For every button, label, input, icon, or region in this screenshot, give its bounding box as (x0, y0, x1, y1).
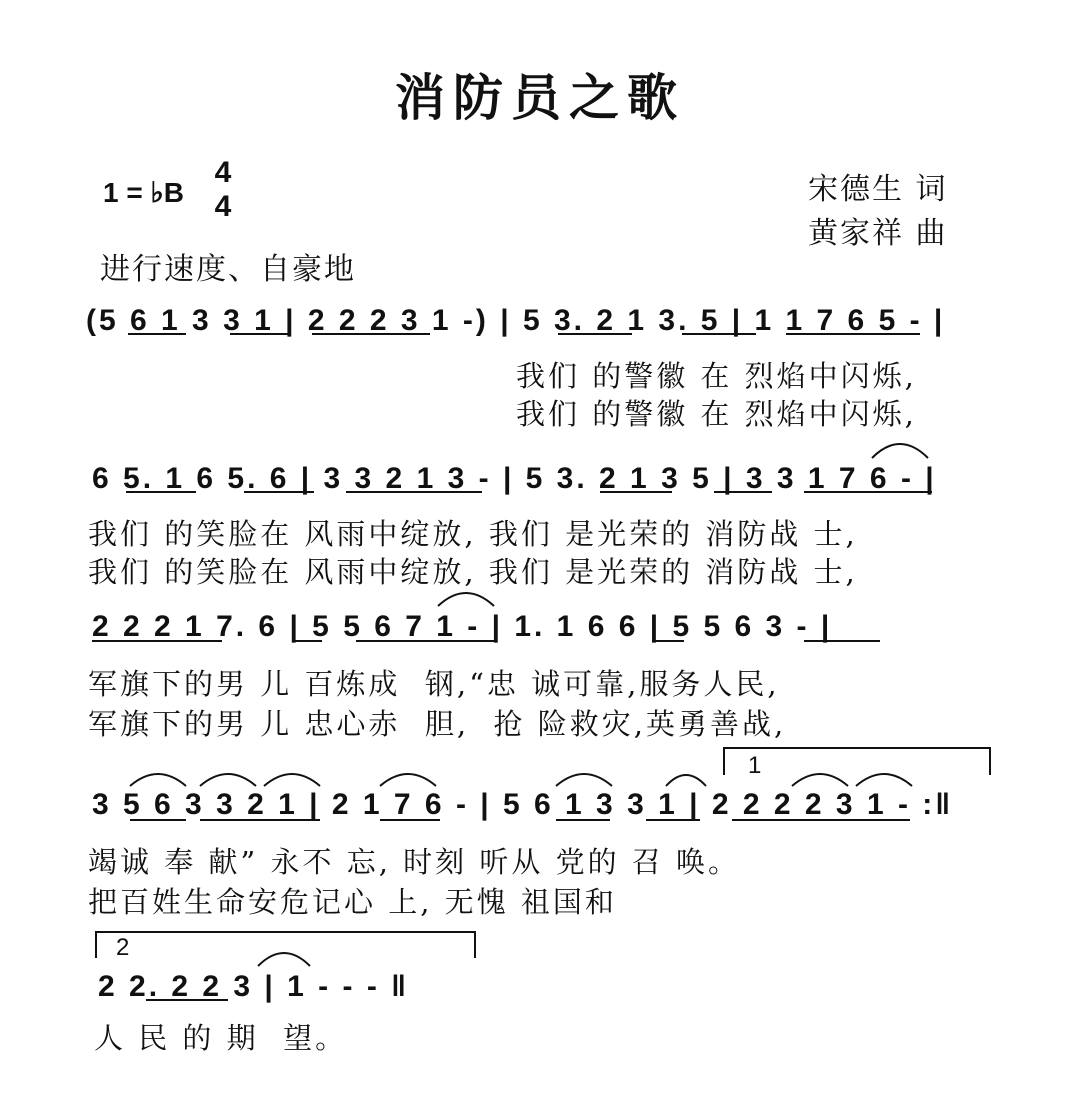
key-signature: 1 = ♭B (103, 177, 184, 208)
time-signature-bottom: 4 (214, 190, 232, 223)
slur (380, 774, 436, 786)
first-ending-label: 1 (748, 752, 762, 779)
lyric-line-1-verse-1: 我们 的警徽 在 烈焰中闪烁, (516, 359, 917, 393)
lyric-line-3-verse-1: 军旗下的男 儿 百炼成 钢,“忠 诚可靠,服务人民, (88, 667, 780, 701)
lyric-line-4-verse-2: 把百姓生命安危记心 上, 无愧 祖国和 (88, 885, 617, 919)
slur (200, 774, 256, 786)
slur (666, 775, 706, 786)
slur (258, 953, 310, 966)
slur (130, 774, 186, 786)
composer-credit: 黄家祥 曲 (808, 216, 948, 251)
lyric-line-4-verse-1: 竭诚 奉 献” 永不 忘, 时刻 听从 党的 召 唤。 (88, 845, 741, 879)
lyricist-credit: 宋德生 词 (808, 172, 948, 207)
slur (792, 774, 848, 786)
notation-line-2: 6 5. 1 6 5. 6 | 3 3 2 1 3 - | 5 3. 2 1 3 5 | 3 3 1 7 6 - | (92, 462, 937, 495)
slur (438, 593, 494, 606)
slur (872, 444, 928, 458)
notation-line-3: 2 2 2 1 7. 6 | 5 5 6 7 1 - | 1. 1 6 6 | 5 5 6 3 - | (92, 610, 833, 643)
time-signature-top: 4 (214, 156, 232, 189)
first-ending-bracket (724, 748, 990, 775)
lyric-line-2-verse-2: 我们 的笑脸在 风雨中绽放, 我们 是光荣的 消防战 士, (88, 555, 858, 589)
slur (556, 774, 612, 786)
notation-line-4: 3 5 6 3 3 2 1 | 2 1 7 6 - | 5 6 1 3 3 1 | 2 2 2 2 3 1 - :‖ (92, 788, 954, 821)
tempo-marking: 进行速度、自豪地 (100, 252, 356, 287)
lyric-line-5-verse-1: 人 民 的 期 望。 (94, 1021, 348, 1055)
lyric-line-1-verse-2: 我们 的警徽 在 烈焰中闪烁, (516, 397, 917, 431)
lyric-line-3-verse-2: 军旗下的男 儿 忠心赤 胆, 抢 险救灾,英勇善战, (88, 707, 787, 741)
notation-line-5: 2 2. 2 2 3 | 1 - - - ‖ (98, 970, 410, 1003)
song-title: 消防员之歌 (395, 69, 685, 127)
slur (264, 774, 320, 786)
slur (856, 774, 912, 786)
notation-line-1: (5 6 1 3 3 1 | 2 2 2 3 1 -) | 5 3. 2 1 3. 5 | 1 1 7 6 5 - | (86, 304, 946, 337)
lyric-line-2-verse-1: 我们 的笑脸在 风雨中绽放, 我们 是光荣的 消防战 士, (88, 517, 858, 551)
second-ending-label: 2 (116, 934, 130, 961)
